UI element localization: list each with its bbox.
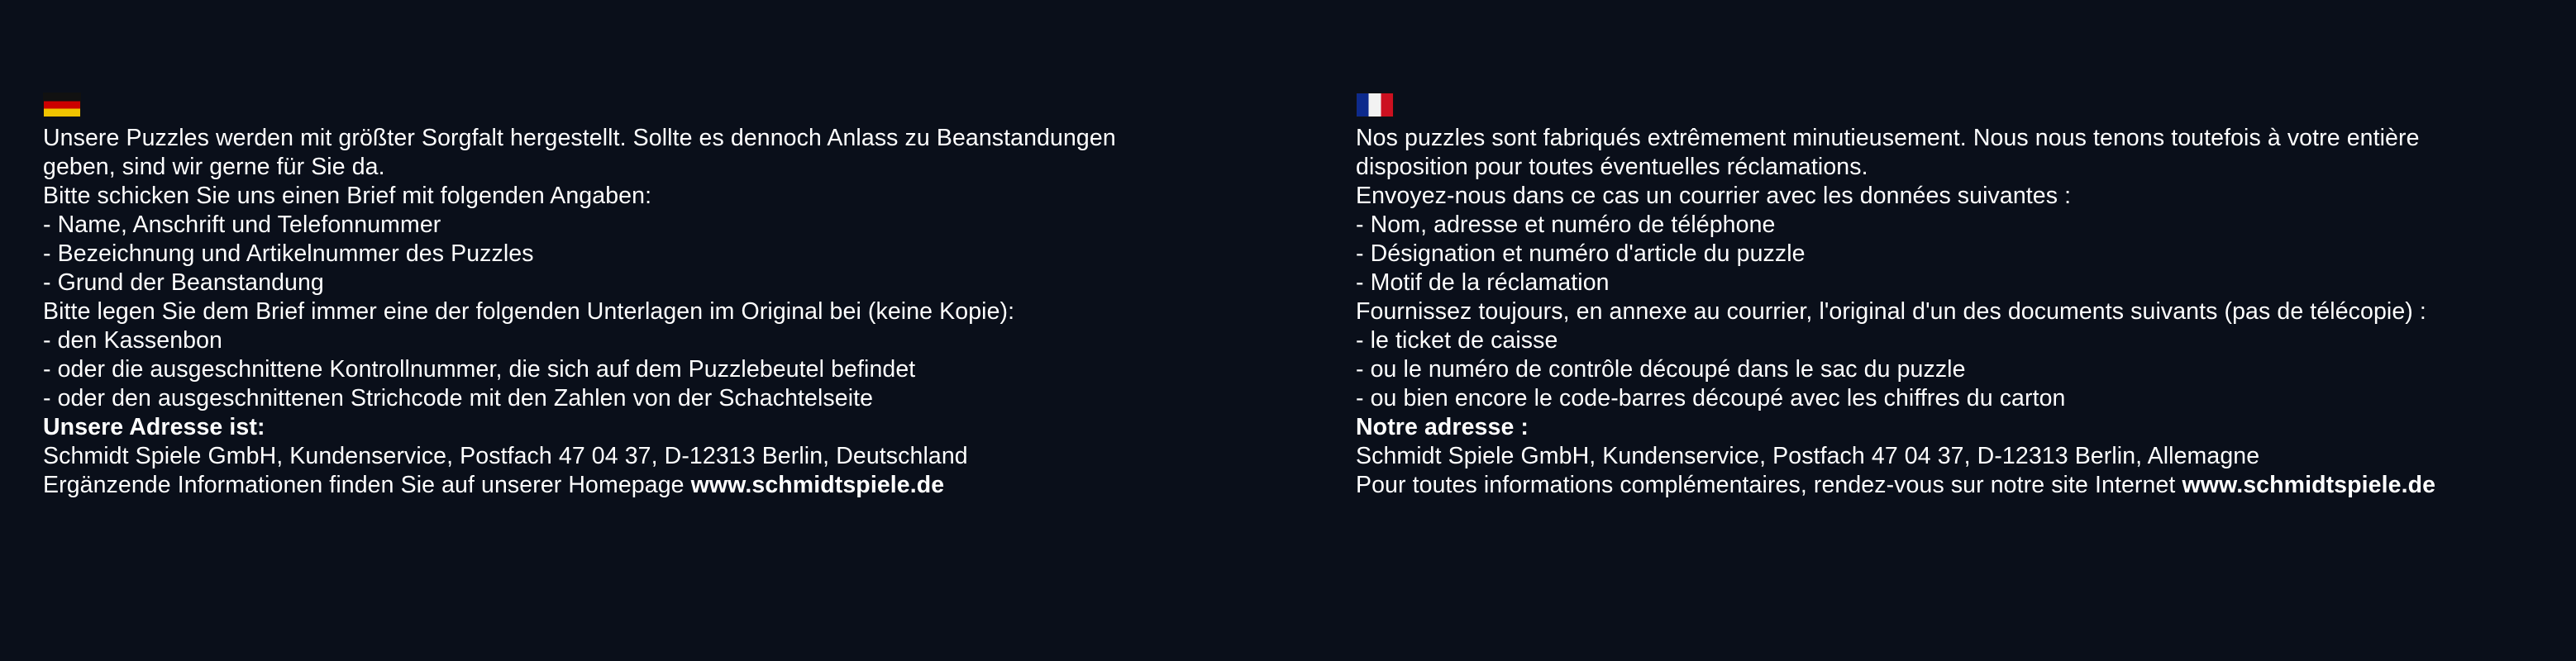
flag-germany-icon [43,93,81,117]
flag-france-icon [1356,93,1394,117]
german-homepage-url[interactable]: www.schmidtspiele.de [690,472,945,498]
text-line: Envoyez-nous dans ce cas un courrier avec les données suivantes : [1356,183,2072,209]
text-line: - Grund der Beanstandung [43,269,324,296]
german-section [43,93,1250,500]
german-homepage-prefix: Ergänzende Informationen finden Sie auf unserer Homepage [43,472,691,498]
french-body-text [1356,124,2563,500]
text-line: - Name, Anschrift und Telefonnummer [43,212,441,238]
text-line: - den Kassenbon [43,327,222,354]
german-homepage-line [43,471,1250,500]
text-line: - oder den ausgeschnittenen Strichcode mit den Zahlen von der Schachtelseite [43,385,874,411]
german-address: Schmidt Spiele GmbH, Kundenservice, Postfach 47 04 37, D-12313 Berlin, Deutschland [43,443,968,469]
french-homepage-prefix: Pour toutes informations complémentaires, rendez-vous sur notre site Internet [1356,472,2182,498]
text-line: Bitte schicken Sie uns einen Brief mit folgenden Angaben: [43,183,652,209]
text-line: Fournissez toujours, en annexe au courrier, l'original d'un des documents suivants (pas de télécopie) : [1356,298,2426,325]
french-homepage-line [1356,471,2563,500]
text-line: Bitte legen Sie dem Brief immer eine der folgenden Unterlagen im Original bei (keine Kopie): [43,298,1015,325]
text-line: - Nom, adresse et numéro de téléphone [1356,212,1776,238]
french-address: Schmidt Spiele GmbH, Kundenservice, Postfach 47 04 37, D-12313 Berlin, Allemagne [1356,443,2260,469]
text-line: - Bezeichnung und Artikelnummer des Puzzles [43,240,534,267]
text-line: - ou bien encore le code-barres découpé avec les chiffres du carton [1356,385,2066,411]
text-line: geben, sind wir gerne für Sie da. [43,154,385,180]
text-line: - oder die ausgeschnittene Kontrollnummer, die sich auf dem Puzzlebeutel befindet [43,356,916,383]
text-line: Nos puzzles sont fabriqués extrêmement minutieusement. Nous nous tenons toutefois à votre entière [1356,125,2420,151]
text-line: - Désignation et numéro d'article du puzzle [1356,240,1806,267]
french-section [1356,93,2563,500]
text-line: disposition pour toutes éventuelles réclamations. [1356,154,1868,180]
german-address-heading: Unsere Adresse ist: [43,414,265,440]
text-line: - Motif de la réclamation [1356,269,1610,296]
french-address-heading: Notre adresse : [1356,414,1529,440]
text-line: - le ticket de caisse [1356,327,1558,354]
german-body-text [43,124,1250,500]
text-line: Unsere Puzzles werden mit größter Sorgfalt hergestellt. Sollte es dennoch Anlass zu Beanstandungen [43,125,1116,151]
french-homepage-url[interactable]: www.schmidtspiele.de [2182,472,2436,498]
text-line: - ou le numéro de contrôle découpé dans le sac du puzzle [1356,356,1966,383]
